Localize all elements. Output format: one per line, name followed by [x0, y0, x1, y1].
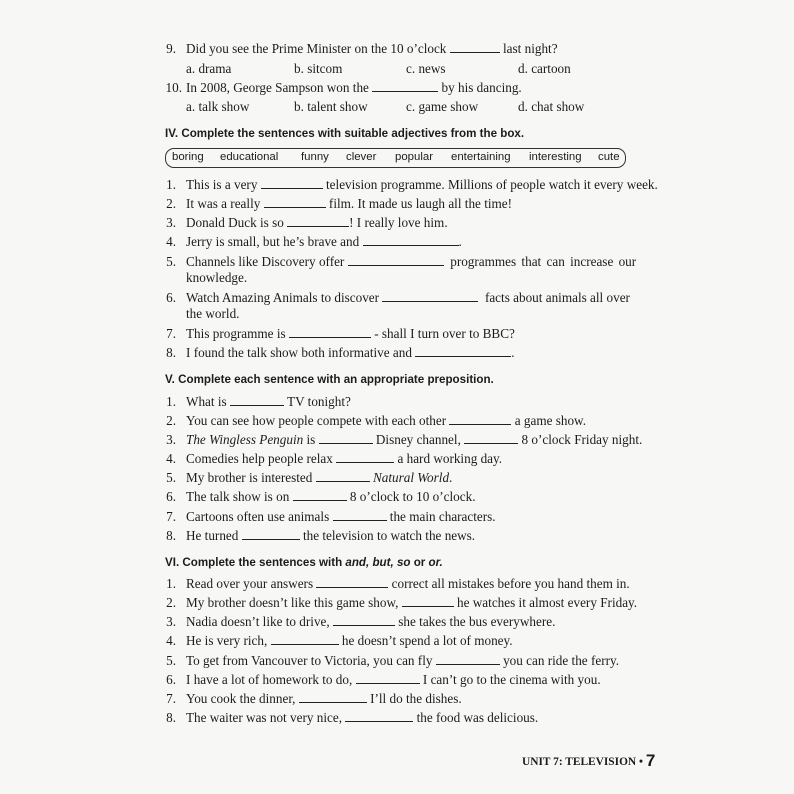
- item-number: 5.: [166, 470, 176, 485]
- word-box-item: entertaining: [451, 151, 511, 163]
- text-part: .: [449, 470, 453, 485]
- item-number: 6.: [166, 290, 176, 305]
- section-v-heading: V. Complete each sentence with an appropriate preposition.: [165, 373, 494, 386]
- word-box-item: clever: [346, 151, 377, 163]
- item-number: 3.: [166, 432, 176, 447]
- answer-blank[interactable]: [436, 653, 500, 665]
- text-part: she takes the bus everywhere.: [398, 614, 556, 629]
- text-part: programmes that can increase our: [450, 254, 637, 269]
- text-part: He turned: [186, 528, 239, 543]
- text-part: Disney channel,: [375, 432, 461, 447]
- text-part: he watches it almost every Friday.: [457, 595, 638, 610]
- answer-blank[interactable]: [382, 290, 478, 302]
- item-number: 7.: [166, 509, 176, 524]
- answer-blank[interactable]: [289, 326, 371, 338]
- text-part: correct all mistakes before you hand them in.: [391, 576, 630, 591]
- word-box-item: popular: [395, 151, 433, 163]
- text-part: ! I really love him.: [349, 215, 448, 230]
- item-number: 5.: [166, 653, 176, 668]
- text-part: a game show.: [514, 413, 587, 428]
- option-c[interactable]: c. news: [406, 61, 446, 76]
- answer-blank[interactable]: [415, 345, 511, 357]
- heading-text: VI. Complete the sentences with: [165, 556, 346, 569]
- answer-blank[interactable]: [319, 432, 373, 444]
- answer-blank[interactable]: [356, 672, 420, 684]
- text-part: Comedies help people relax: [186, 451, 333, 466]
- text-part: He is very rich,: [186, 633, 268, 648]
- answer-blank[interactable]: [242, 528, 300, 540]
- word-box-item: educational: [220, 151, 279, 163]
- item-number: 4.: [166, 234, 176, 249]
- word-box-item: boring: [172, 151, 204, 163]
- text-part: I found the talk show both informative and: [186, 345, 412, 360]
- text-part: I have a lot of homework to do,: [186, 672, 353, 687]
- item-number: 1.: [166, 576, 176, 591]
- answer-blank[interactable]: [287, 215, 349, 227]
- question-text: [186, 41, 558, 57]
- answer-blank[interactable]: [316, 470, 370, 482]
- item-number: 1.: [166, 394, 176, 409]
- text-part: television programme. Millions of people watch it every week.: [326, 177, 658, 192]
- answer-blank[interactable]: [402, 595, 454, 607]
- heading-word: but,: [372, 556, 394, 569]
- item-number: 4.: [166, 633, 176, 648]
- text-part: a hard working day.: [397, 451, 503, 466]
- text-part: Donald Duck is so: [186, 215, 284, 230]
- item-number: 3.: [166, 614, 176, 629]
- section-vi-heading: [165, 556, 443, 569]
- text-part: TV tonight?: [287, 394, 351, 409]
- item-number: 2.: [166, 196, 176, 211]
- option-b[interactable]: b. sitcom: [294, 61, 343, 76]
- text-part: I can’t go to the cinema with you.: [422, 672, 601, 687]
- text-part: It was a really: [186, 196, 261, 211]
- word-box-item: funny: [301, 151, 329, 163]
- text-part: Nadia doesn’t like to drive,: [186, 614, 330, 629]
- text-part: Jerry is small, but he’s brave and: [186, 234, 360, 249]
- answer-blank[interactable]: [363, 234, 459, 246]
- page-number: 7: [645, 751, 656, 770]
- heading-word: and,: [345, 556, 370, 569]
- text-part: facts about animals all over: [484, 290, 630, 305]
- answer-blank[interactable]: [271, 633, 339, 645]
- item-number: 4.: [166, 451, 176, 466]
- answer-blank[interactable]: [293, 489, 347, 501]
- text-part: My brother doesn’t like this game show,: [186, 595, 399, 610]
- option-a[interactable]: a. drama: [186, 61, 232, 76]
- option-a[interactable]: a. talk show: [186, 99, 250, 114]
- text-part: Channels like Discovery offer: [186, 254, 345, 269]
- text-part: is: [303, 432, 316, 447]
- text-part: the food was delicious.: [416, 710, 539, 725]
- item-number: 6.: [166, 489, 176, 504]
- text-continuation: knowledge.: [186, 270, 248, 285]
- text-part: The waiter was not very nice,: [186, 710, 342, 725]
- text-part: To get from Vancouver to Victoria, you can fly: [186, 653, 433, 668]
- item-number: 7.: [166, 691, 176, 706]
- word-box-item: interesting: [529, 151, 582, 163]
- answer-blank[interactable]: [264, 196, 326, 208]
- text-part: In 2008, George Sampson won the: [186, 80, 369, 95]
- text-part: he doesn’t spend a lot of money.: [341, 633, 513, 648]
- answer-blank[interactable]: [345, 710, 413, 722]
- option-c[interactable]: c. game show: [406, 99, 479, 114]
- answer-blank[interactable]: [299, 691, 367, 703]
- section-iv-heading: IV. Complete the sentences with suitable adjectives from the box.: [165, 127, 525, 140]
- text-part: What is: [186, 394, 227, 409]
- heading-word: or.: [428, 556, 443, 569]
- answer-blank[interactable]: [464, 432, 518, 444]
- option-d[interactable]: d. cartoon: [518, 61, 571, 76]
- answer-blank[interactable]: [333, 614, 395, 626]
- text-part: the television to watch the news.: [302, 528, 476, 543]
- text-part: last night?: [503, 41, 558, 56]
- answer-blank[interactable]: [333, 509, 387, 521]
- answer-blank[interactable]: [450, 41, 500, 53]
- title-italic: The Wingless Penguin: [186, 432, 304, 447]
- text-part: The talk show is on: [186, 489, 290, 504]
- text-continuation: the world.: [186, 306, 240, 321]
- text-part: 8 o’clock to 10 o’clock.: [349, 489, 476, 504]
- answer-blank[interactable]: [316, 576, 388, 588]
- item-number: 3.: [166, 215, 176, 230]
- item-number: 6.: [166, 672, 176, 687]
- text-part: Read over your answers: [186, 576, 314, 591]
- answer-blank[interactable]: [348, 254, 444, 266]
- unit-label: UNIT 7: TELEVISION •: [522, 756, 646, 768]
- text-part: You can see how people compete with each other: [186, 413, 447, 428]
- text-part: .: [511, 345, 515, 360]
- text-part: the main characters.: [389, 509, 496, 524]
- text-part: by his dancing.: [441, 80, 522, 95]
- item-number: 8.: [166, 710, 176, 725]
- question-text: [186, 80, 522, 96]
- title-italic: Natural World: [372, 470, 450, 485]
- item-number: 5.: [166, 254, 176, 269]
- heading-word: so: [396, 556, 411, 569]
- item-number: 1.: [166, 177, 176, 192]
- text-part: This programme is: [186, 326, 286, 341]
- word-box-item: cute: [598, 151, 620, 163]
- text-part: 8 o’clock Friday night.: [521, 432, 643, 447]
- text-part: I’ll do the dishes.: [370, 691, 462, 706]
- text-part: Watch Amazing Animals to discover: [186, 290, 380, 305]
- item-number: 7.: [166, 326, 176, 341]
- text-part: My brother is interested: [186, 470, 313, 485]
- heading-text: or: [410, 556, 429, 569]
- page-footer: [522, 750, 655, 770]
- text-part: - shall I turn over to BBC?: [374, 326, 515, 341]
- text-part: This is a very: [186, 177, 258, 192]
- item-number: 8.: [166, 528, 176, 543]
- word-box: [165, 148, 626, 168]
- question-number: 10.: [165, 80, 182, 95]
- text-part: film. It made us laugh all the time!: [328, 196, 513, 211]
- item-number: 2.: [166, 413, 176, 428]
- answer-blank[interactable]: [230, 394, 284, 406]
- question-number: 9.: [166, 41, 176, 56]
- answer-blank[interactable]: [336, 451, 394, 463]
- option-b[interactable]: b. talent show: [294, 99, 368, 114]
- answer-blank[interactable]: [372, 80, 438, 92]
- text-part: Cartoons often use animals: [186, 509, 330, 524]
- answer-blank[interactable]: [449, 413, 511, 425]
- item-number: 2.: [166, 595, 176, 610]
- text-part: .: [458, 234, 462, 249]
- text-part: You cook the dinner,: [186, 691, 296, 706]
- answer-blank[interactable]: [261, 177, 323, 189]
- text-part: Did you see the Prime Minister on the 10 o’clock: [186, 41, 447, 56]
- item-number: 8.: [166, 345, 176, 360]
- text-part: you can ride the ferry.: [503, 653, 620, 668]
- option-d[interactable]: d. chat show: [518, 99, 585, 114]
